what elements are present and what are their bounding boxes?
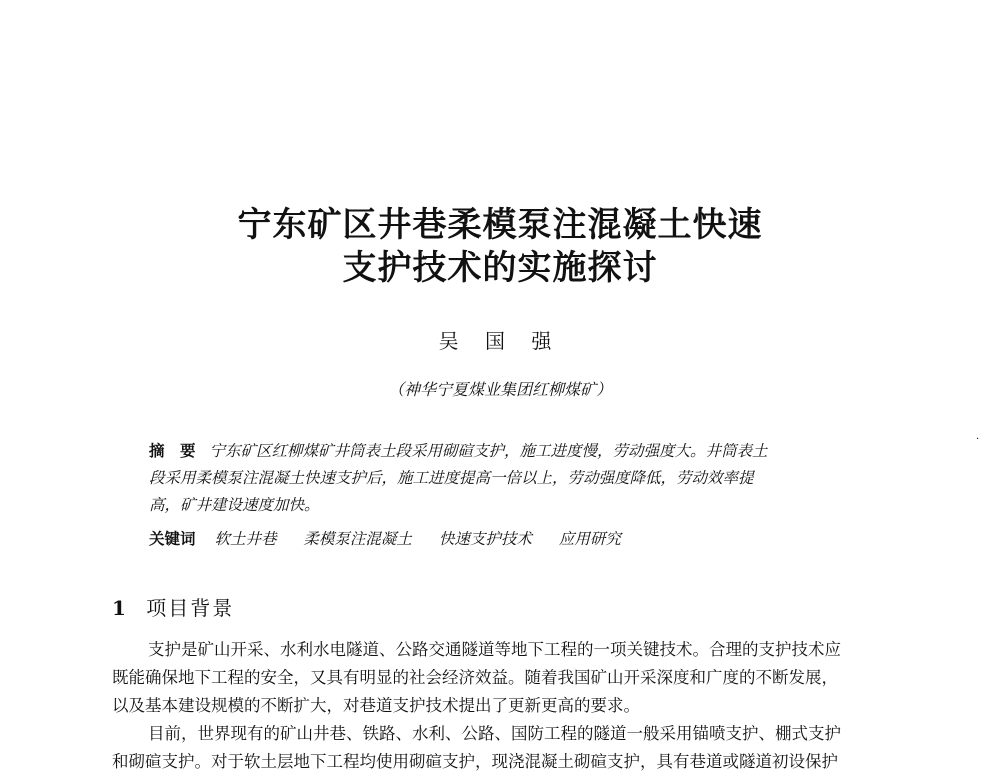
paper-title-line-1: 宁东矿区井巷柔模泵注混凝土快速 [237, 205, 763, 245]
abstract-line: 高，矿井建设速度加快。 [149, 496, 320, 514]
keyword-item: 快速支护技术 [438, 530, 532, 548]
abstract-line: 段采用柔模泵注混凝土快速支护后，施工进度提高一倍以上，劳动强度降低，劳动效率提 [149, 469, 754, 487]
body-text [112, 636, 892, 776]
paper-title-line-2: 支护技术的实施探讨 [342, 248, 658, 288]
body-paragraph-line: 和砌碹支护。对于软土层地下工程均使用砌碹支护，现浇混凝土砌碹支护，具有巷道或隧道初设保护 [112, 752, 838, 771]
section-heading [112, 592, 234, 621]
keywords-block [149, 527, 643, 549]
section-title: 项目背景 [146, 596, 235, 620]
keywords-label: 关键词 [149, 530, 196, 548]
author-name: 吴 国 强 [438, 329, 562, 353]
abstract-label: 摘 要 [149, 442, 196, 460]
author-affiliation: （神华宁夏煤业集团红柳煤矿） [387, 380, 612, 399]
keyword-item: 软土井巷 [214, 530, 277, 548]
body-paragraph-line: 以及基本建设规模的不断扩大，对巷道支护技术提出了更新更高的要求。 [112, 696, 640, 715]
keyword-item: 应用研究 [558, 530, 621, 548]
section-number: 1 [112, 596, 126, 620]
body-paragraph-line: 支护是矿山开采、水利水电隧道、公路交通隧道等地下工程的一项关键技术。合理的支护技术应 [148, 640, 841, 659]
keyword-item: 柔模泵注混凝土 [303, 530, 412, 548]
abstract-line [149, 438, 859, 465]
abstract-text: 宁东矿区红柳煤矿井筒表土段采用砌碹支护，施工进度慢，劳动强度大。井筒表土 [209, 442, 768, 460]
abstract-block [149, 438, 859, 519]
body-paragraph-line: 目前，世界现有的矿山井巷、铁路、水利、公路、国防工程的隧道一般采用锚喷支护、棚式支护 [148, 724, 841, 743]
body-paragraph-line: 既能确保地下工程的安全，又具有明显的社会经济效益。随着我国矿山开采深度和广度的不断发展， [112, 668, 838, 687]
margin-mark: · [976, 434, 980, 445]
